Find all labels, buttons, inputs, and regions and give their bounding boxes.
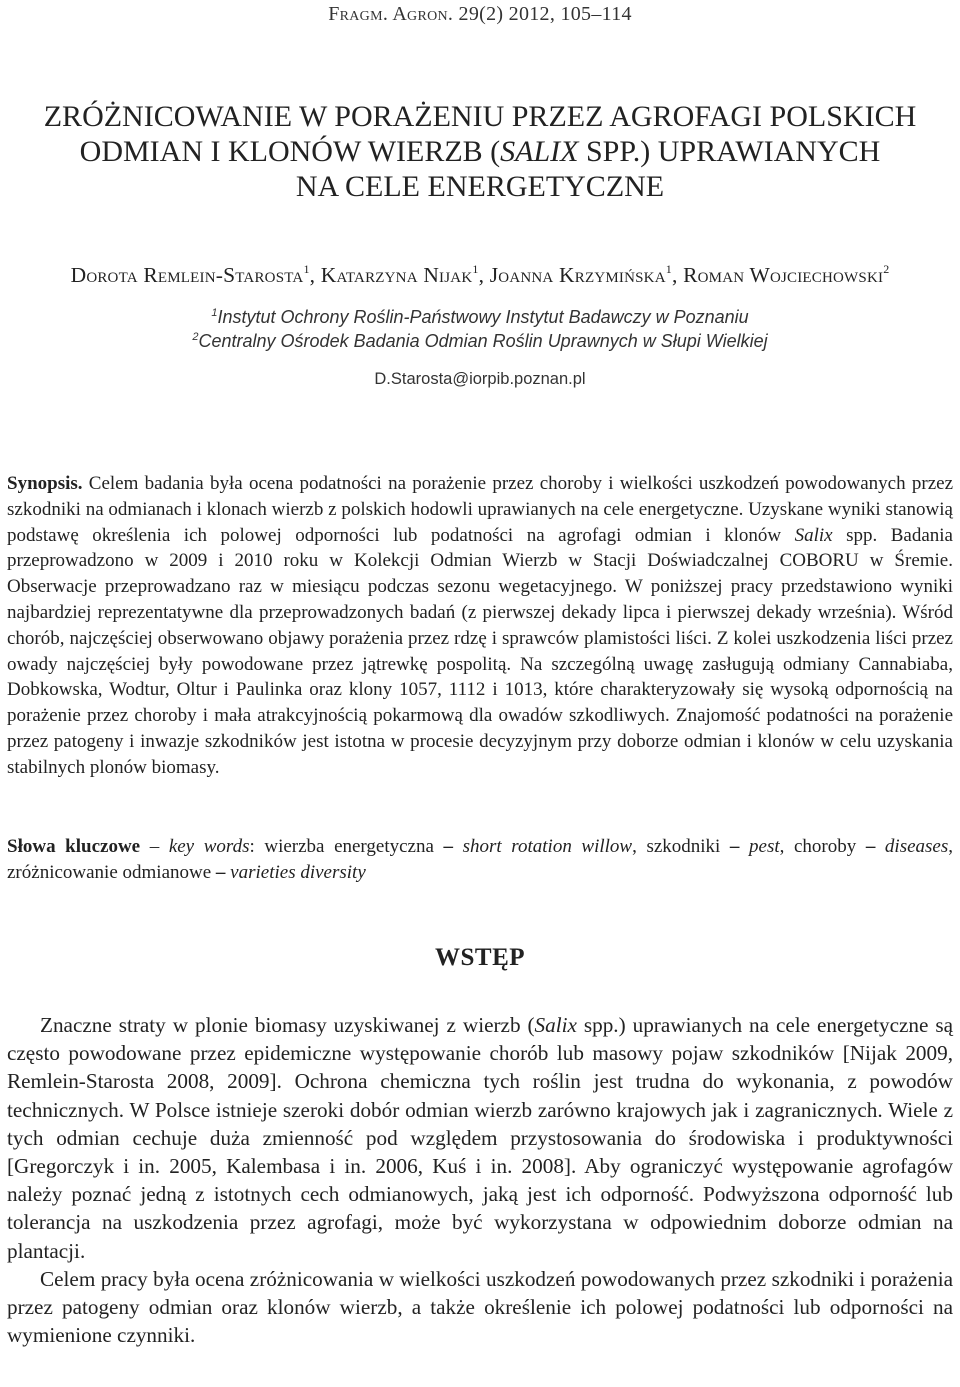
- synopsis-label: Synopsis.: [7, 473, 83, 494]
- contact-email[interactable]: D.Starosta@iorpib.poznan.pl: [374, 370, 586, 388]
- author-name: Joanna Krzymińska: [489, 263, 666, 287]
- affiliation-1: $^1$Instytut Ochrony Roślin-Państwowy Instytut Badawczy w Poznaniu: [211, 307, 749, 327]
- author-name: Dorota Remlein-Starosta: [70, 263, 304, 287]
- synopsis-paragraph: Synopsis. Celem badania była ocena podatności na porażenie przez choroby i wielkości uszkodzeń powodowanych przez szkodniki na odmianach i klonach wierzb z polskich hodowli uprawianych na cele energetyczne. Uzyskane wyniki stanowią podstawę określenia ich polowej odporności lub podatności na agrofagi odmian i klonów Salix spp. Badania przeprowadzono w 2009 i 2010 roku w Kolekcji Odmian Wierzb w Stacji Doświadczalnej COBORU w Śremie. Obserwacje przeprowadzano raz w miesiącu podczas sezonu wegetacyjnego. W poniższej pracy przedstawiono wyniki najbardziej reprezentatywne dla przeprowadzonych badań (z pierwszej dekady lipca i pierwszej dekady września). Wśród chorób, najczęściej obserwowano objawy porażenia przez rdzę i sprawców plamistości liści. Z kolei uszkodzenia liści przez owady najczęściej były powodowane przez jątrewkę pospolitą. Na szczególną uwagę zasługują odmiany Cannabiaba, Dobkowska, Wodtur, Oltur i Paulinka oraz klony 1057, 1112 i 1013, które charakteryzowały się wysoką odpornością na porażenie przez choroby i mała atrakcyjnością pokarmową dla owadów szkodliwych. Znajomość podatności na porażenie przez patogeny i inwazje szkodników jest istotna w procesie decyzyjnym przy doborze odmian i klonów w celu uzyskania stabilnych plonów biomasy.: [7, 473, 953, 778]
- paper-title: [0, 99, 960, 204]
- keywords-paragraph: Słowa kluczowe – key words: wierzba energetyczna – short rotation willow, szkodniki – pest, choroby – diseases, zróżnicowanie odmianowe – varieties diversity: [7, 836, 954, 883]
- journal-citation: Fragm. Agron. 29(2) 2012, 105–114: [328, 3, 632, 25]
- author-affiliation-mark: 2: [883, 262, 890, 276]
- introduction-body: [7, 1011, 953, 1349]
- author-affiliation-mark: 1: [665, 262, 672, 276]
- affiliation-2: $^2$Centralny Ośrodek Badania Odmian Roślin Uprawnych w Słupi Wielkiej: [192, 331, 768, 351]
- intro-paragraph: Celem pracy była ocena zróżnicowania w wielkości uszkodzeń powodowanych przez szkodniki i porażenia przez patogeny odmian oraz klonów wierzb, a także określenie ich polowej podatności lub odporności na wymienione czynniki.: [7, 1266, 953, 1348]
- title-line-2: ODMIAN I KLONÓW WIERZB (SALIX SPP.) UPRAWIANYCH: [79, 135, 881, 168]
- section-heading: WSTĘP: [434, 944, 526, 971]
- keywords-label: Słowa kluczowe: [7, 836, 141, 857]
- intro-paragraph: Znaczne straty w plonie biomasy uzyskiwanej z wierzb (Salix spp.) uprawianych na cele energetyczne są często powodowane przez epidemiczne występowanie chorób lub masowy pojaw szkodników [Nijak 2009, Remlein-Starosta 2008, 2009]. Ochrona chemiczna tych roślin jest trudna do wykonania, z powodów technicznych. W Polsce istnieje szeroki dobór odmian wierzb zarówno krajowych jak i zagranicznych. Wiele z tych odmian cechuje duża zmienność pod względem przystosowania do środowiska i produktywności [Gregorczyk i in. 2005, Kalembasa i in. 2006, Kuś i in. 2008]. Aby ograniczyć występowanie agrofagów należy poznać jedną z istotnych cech odmianowych, jaką jest ich odporność. Podwyższona odporność lub tolerancja na uszkodzenia przez agrofagi, może być wykorzystana w odpowiednim doborze odmian na plantacji.: [7, 1013, 953, 1263]
- author-name: Katarzyna Nijak: [320, 263, 473, 287]
- author-name: Roman Wojciechowski: [683, 263, 884, 287]
- author-affiliation-mark: 1: [303, 262, 310, 276]
- title-line-1: ZRÓŻNICOWANIE W PORAŻENIU PRZEZ AGROFAGI POLSKICH: [43, 100, 917, 133]
- author-affiliation-mark: 1: [472, 262, 479, 276]
- title-line-3: NA CELE ENERGETYCZNE: [295, 170, 665, 203]
- author-list: Dorota Remlein-Starosta$^1$, Katarzyna Nijak$^1$, Joanna Krzymińska$^1$, Roman Wojciechowski$^2$: [70, 262, 890, 287]
